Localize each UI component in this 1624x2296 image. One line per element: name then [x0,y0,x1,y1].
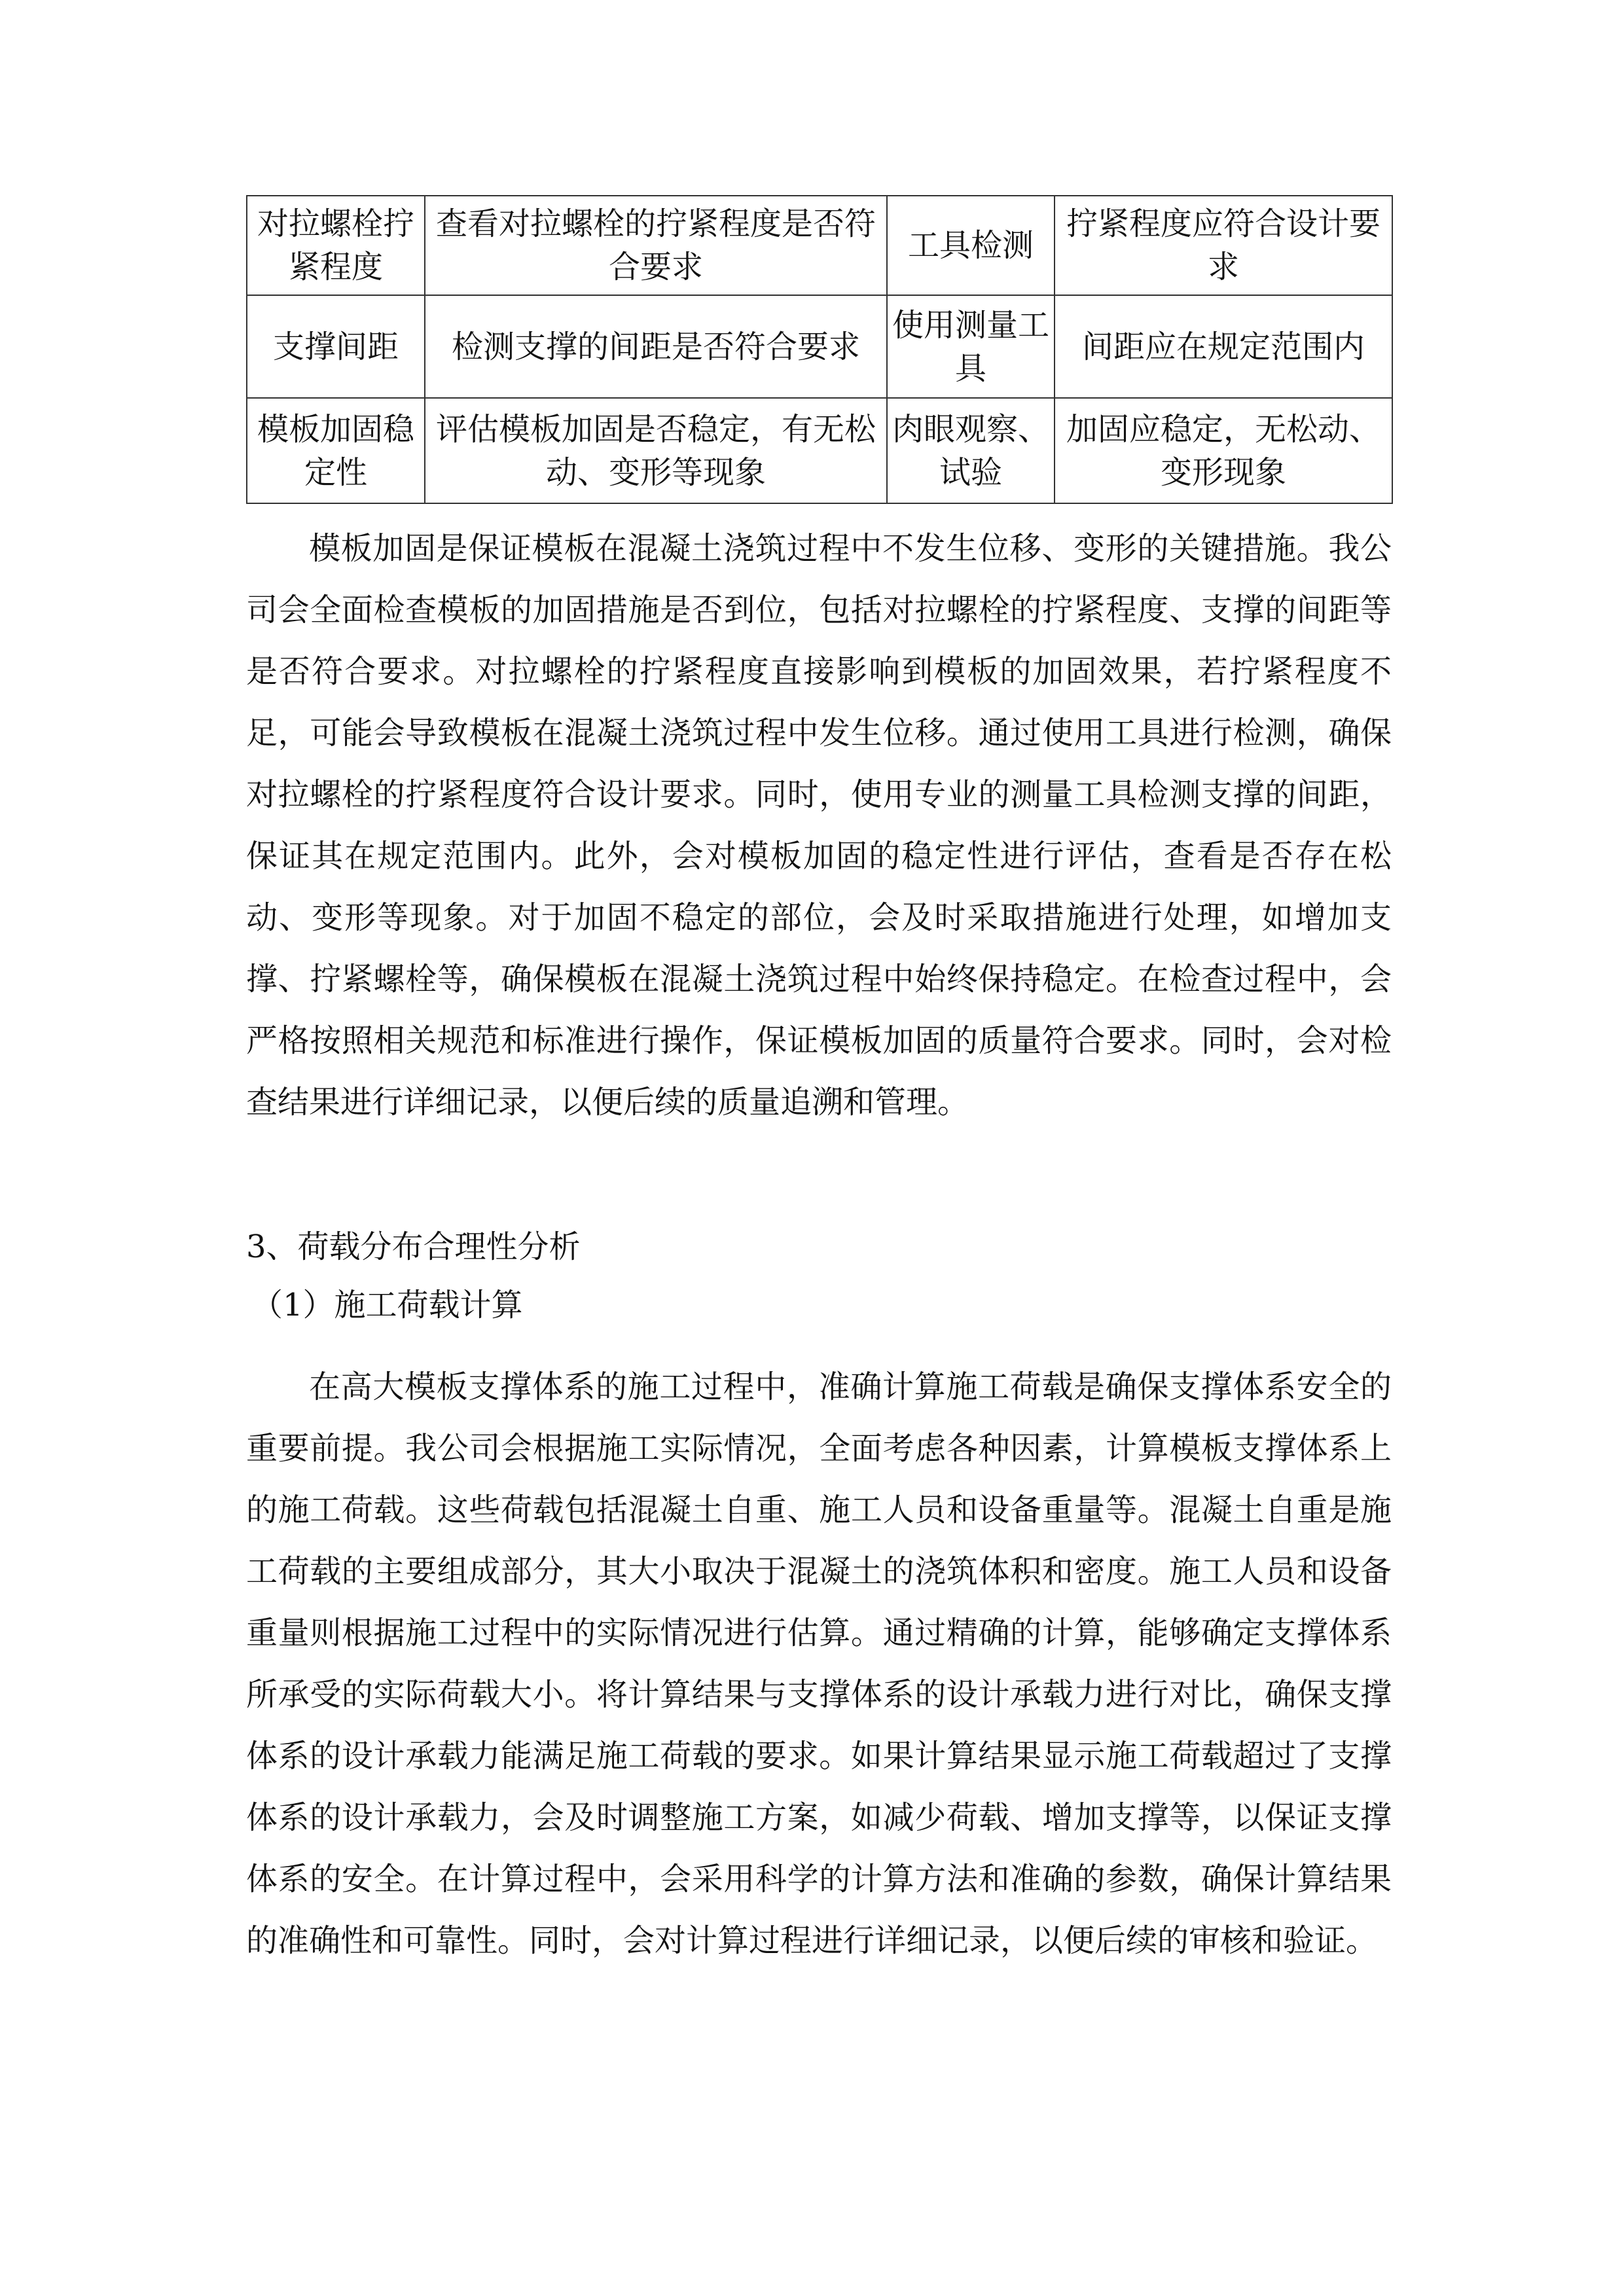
table-cell-content: 检测支撑的间距是否符合要求 [425,295,887,398]
table-cell-method: 肉眼观察、试验 [887,398,1055,503]
table-cell-method: 使用测量工具 [887,295,1055,398]
body-paragraph: 模板加固是保证模板在混凝土浇筑过程中不发生位移、变形的关键措施。我公司会全面检查模板的加固措施是否到位，包括对拉螺栓的拧紧程度、支撑的间距等是否符合要求。对拉螺栓的拧紧程度直接影响到模板的加固效果，若拧紧程度不足，可能会导致模板在混凝土浇筑过程中发生位移。通过使用工具进行检测，确保对拉螺栓的拧紧程度符合设计要求。同时，使用专业的测量工具检测支撑的间距，保证其在规定范围内。此外，会对模板加固的稳定性进行评估，查看是否存在松动、变形等现象。对于加固不稳定的部位，会及时采取措施进行处理，如增加支撑、拧紧螺栓等，确保模板在混凝土浇筑过程中始终保持稳定。在检查过程中，会严格按照相关规范和标准进行操作，保证模板加固的质量符合要求。同时，会对检查结果进行详细记录，以便后续的质量追溯和管理。 [246,530,1392,1121]
table-cell-method: 工具检测 [887,196,1055,295]
body-paragraph: 在高大模板支撑体系的施工过程中，准确计算施工荷载是确保支撑体系安全的重要前提。我公司会根据施工实际情况，全面考虑各种因素，计算模板支撑体系上的施工荷载。这些荷载包括混凝土自重、施工人员和设备重量等。混凝土自重是施工荷载的主要组成部分，其大小取决于混凝土的浇筑体积和密度。施工人员和设备重量则根据施工过程中的实际情况进行估算。通过精确的计算，能够确定支撑体系所承受的实际荷载大小。将计算结果与支撑体系的设计承载力进行对比，确保支撑体系的设计承载力能满足施工荷载的要求。如果计算结果显示施工荷载超过了支撑体系的设计承载力，会及时调整施工方案，如减少荷载、增加支撑等，以保证支撑体系的安全。在计算过程中，会采用科学的计算方法和准确的参数，确保计算结果的准确性和可靠性。同时，会对计算过程进行详细记录，以便后续的审核和验证。 [246,1369,1392,1959]
table-row [247,398,1392,503]
table-cell-item: 模板加固稳定性 [247,398,425,503]
table-cell-item: 支撑间距 [247,295,425,398]
table-cell-content: 评估模板加固是否稳定，有无松动、变形等现象 [425,398,887,503]
section-heading: 3、荷载分布合理性分析 [246,1229,581,1265]
table-cell-standard: 拧紧程度应符合设计要求 [1055,196,1392,295]
table-row [247,295,1392,398]
table-cell-content: 查看对拉螺栓的拧紧程度是否符合要求 [425,196,887,295]
table-cell-standard: 加固应稳定，无松动、变形现象 [1055,398,1392,503]
subsection-heading: （1）施工荷载计算 [251,1287,523,1323]
table-cell-standard: 间距应在规定范围内 [1055,295,1392,398]
inspection-table [246,195,1393,504]
table-cell-item: 对拉螺栓拧紧程度 [247,196,425,295]
table-row [247,196,1392,295]
